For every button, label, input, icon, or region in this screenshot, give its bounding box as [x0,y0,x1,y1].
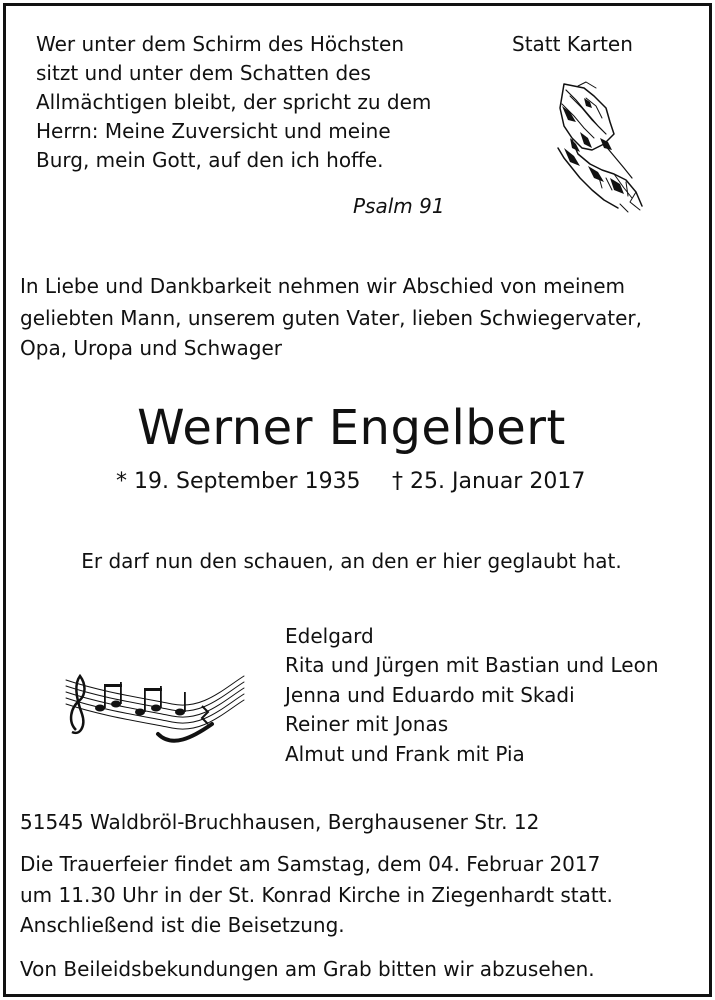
family-member: Edelgard [285,624,374,648]
address: 51545 Waldbröl-Bruchhausen, Berghausener Str. 12 [20,810,540,834]
closing-note: Von Beileidsbekundungen am Grab bitten wir abzusehen. [20,957,595,981]
psalm-line: sitzt und unter dem Schatten des [36,61,371,85]
psalm-line: Wer unter dem Schirm des Höchsten [36,32,405,56]
psalm-line: Allmächtigen bleibt, der spricht zu dem [36,90,432,114]
ceremony-line: Die Trauerfeier findet am Samstag, dem 04. Februar 2017 [20,852,601,876]
birth-date: * 19. September 1935 [116,469,361,494]
statt-karten-label: Statt Karten [512,32,633,56]
psalm-line: Burg, mein Gott, auf den ich hoffe. [36,148,384,172]
praying-hands-icon [540,78,646,216]
psalm-line: Herrn: Meine Zuversicht und meine [36,119,391,143]
ceremony-line: Anschließend ist die Beisetzung. [20,913,345,937]
family-member: Reiner mit Jonas [285,712,449,736]
intro-line: geliebten Mann, unserem guten Vater, lieben Schwiegervater, [20,306,642,330]
intro-line: Opa, Uropa und Schwager [20,336,282,360]
intro-line: In Liebe und Dankbarkeit nehmen wir Abschied von meinem [20,274,625,298]
psalm-reference: Psalm 91 [353,194,445,218]
memorial-quote: Er darf nun den schauen, an den er hier geglaubt hat. [81,549,622,573]
music-notes-icon [62,664,250,750]
death-date: † 25. Januar 2017 [392,469,586,494]
family-member: Almut und Frank mit Pia [285,742,525,766]
family-member: Rita und Jürgen mit Bastian und Leon [285,653,659,677]
family-member: Jenna und Eduardo mit Skadi [285,683,575,707]
ceremony-line: um 11.30 Uhr in der St. Konrad Kirche in Ziegenhardt statt. [20,883,613,907]
deceased-name: Werner Engelbert [137,400,566,456]
